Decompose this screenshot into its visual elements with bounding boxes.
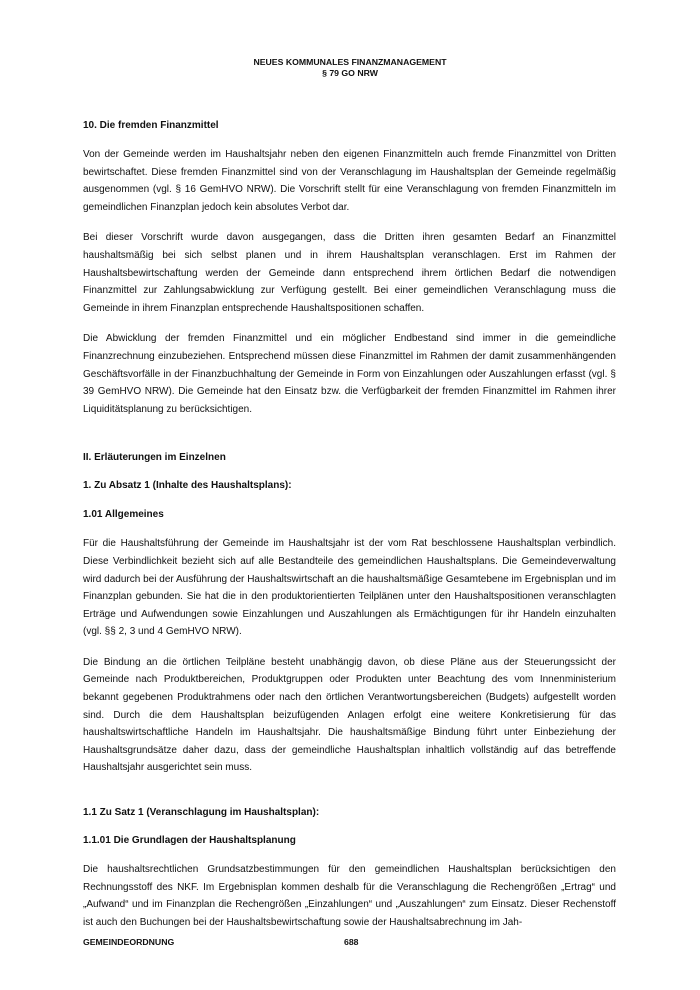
paragraph: Für die Haushaltsführung der Gemeinde im Haushaltsjahr ist der vom Rat beschlossene Haushaltsplan verbindlich. Diese Verbindlichkeit bezieht sich auf alle Bestandteile des gemeindlichen Haushaltsplans. Die Gemeindeverwaltung wird dadurch bei der Ausführung der Haushaltswirtschaft an die haushaltsmäßige Gesamtebene im Ergebnisplan und im Finanzplan gebunden. Sie hat die in den produktorientierten Teilplänen unter den Haushaltspositionen veranschlagten Erträge und Aufwendungen sowie Einzahlungen und Auszahlungen als Ermächtigungen für ihr Handeln einzuhalten (vgl. §§ 2, 3 und 4 GemHVO NRW).: [83, 538, 616, 638]
footer-label: GEMEINDEORDNUNG: [83, 937, 175, 947]
section-heading: 1.1.01 Die Grundlagen der Haushaltsplanung: [83, 835, 296, 847]
paragraph: Die Abwicklung der fremden Finanzmittel und ein möglicher Endbestand sind immer in die gemeindliche Finanzrechnung einzubeziehen. Entsprechend müssen diese Finanzmittel im Rahmen der damit zusammenhängenden Geschäftsvorfälle in der Finanzbuchhaltung der Gemeinde in Form von Einzahlungen oder Auszahlungen erfasst (vgl. § 39 GemHVO NRW). Die Gemeinde hat den Einsatz bzw. die Verfügbarkeit der fremden Finanzmittel im Rahmen ihrer Liquiditätsplanung zu berücksichtigen.: [83, 333, 616, 415]
section-heading: 1.1 Zu Satz 1 (Veranschlagung im Haushaltsplan):: [83, 807, 320, 819]
paragraph: Die Bindung an die örtlichen Teilpläne besteht unabhängig davon, ob diese Pläne aus der Steuerungssicht der Gemeinde nach Produktbereichen, Produktgruppen oder Produkten unter Beachtung des vom Innenministerium bekannt gegebenen Produktrahmens oder nach den örtlichen Verantwortungsbereichen (Budgets) aufgestellt worden sind. Durch die dem Haushaltsplan beizufügenden Anlagen erfolgt eine weitere Konkretisierung für das haushaltswirtschaftliche Handeln im Haushaltsjahr. Die haushaltsmäßige Bindung führt unter Einbeziehung der Haushaltsgrundsätze daher dazu, dass der gemeindliche Haushaltsplan inhaltlich vollständig auf das betreffende Haushaltsjahr ausgerichtet sein muss.: [83, 656, 616, 774]
section-heading: II. Erläuterungen im Einzelnen: [83, 452, 226, 464]
header-section-ref: § 79 GO NRW: [322, 68, 378, 78]
header-title: NEUES KOMMUNALES FINANZMANAGEMENT: [253, 57, 447, 67]
page-number: 688: [344, 937, 359, 947]
section-heading: 1. Zu Absatz 1 (Inhalte des Haushaltsplans):: [83, 480, 292, 492]
paragraph: Von der Gemeinde werden im Haushaltsjahr neben den eigenen Finanzmitteln auch fremde Finanzmittel von Dritten bewirtschaftet. Diese fremden Finanzmittel sind von der Veranschlagung im Haushaltsplan der Gemeinde regelmäßig ausgenommen (vgl. § 16 GemHVO NRW). Die Vorschrift stellt für eine Veranschlagung von fremden Finanzmitteln im gemeindlichen Finanzplan jedoch kein absolutes Verbot dar.: [83, 149, 616, 213]
section-heading: 10. Die fremden Finanzmittel: [83, 120, 219, 131]
page-header: [0, 57, 700, 79]
body-content: [83, 119, 616, 931]
paragraph: Bei dieser Vorschrift wurde davon ausgegangen, dass die Dritten ihren gesamten Bedarf an Finanzmittel haushaltsmäßig bei sich selbst planen und in ihrem Haushaltsplan veranschlagen. Erst im Rahmen der Haushaltsbewirtschaftung werden der Gemeinde dann entsprechend ihrem örtlichen Bedarf die notwendigen Finanzmittel zur Zahlungsabwicklung zur Verfügung gestellt. Bei einer gemeindlichen Veranschlagung muss die Gemeinde in ihrem Finanzplan entsprechende Haushaltspositionen schaffen.: [83, 232, 616, 314]
section-heading: 1.01 Allgemeines: [83, 509, 164, 521]
paragraph: Die haushaltsrechtlichen Grundsatzbestimmungen für den gemeindlichen Haushaltsplan berücksichtigen den Rechnungsstoff des NKF. Im Ergebnisplan kommen deshalb für die Veranschlagung die Rechengrößen „Ertrag“ und „Aufwand“ und im Finanzplan die Rechengrößen „Einzahlungen“ und „Auszahlungen“ zum Einsatz. Dieser Rechenstoff ist auch den Buchungen bei der Haushaltsbewirtschaftung sowie der Haushaltsabrechnung im Jah-: [83, 864, 616, 928]
